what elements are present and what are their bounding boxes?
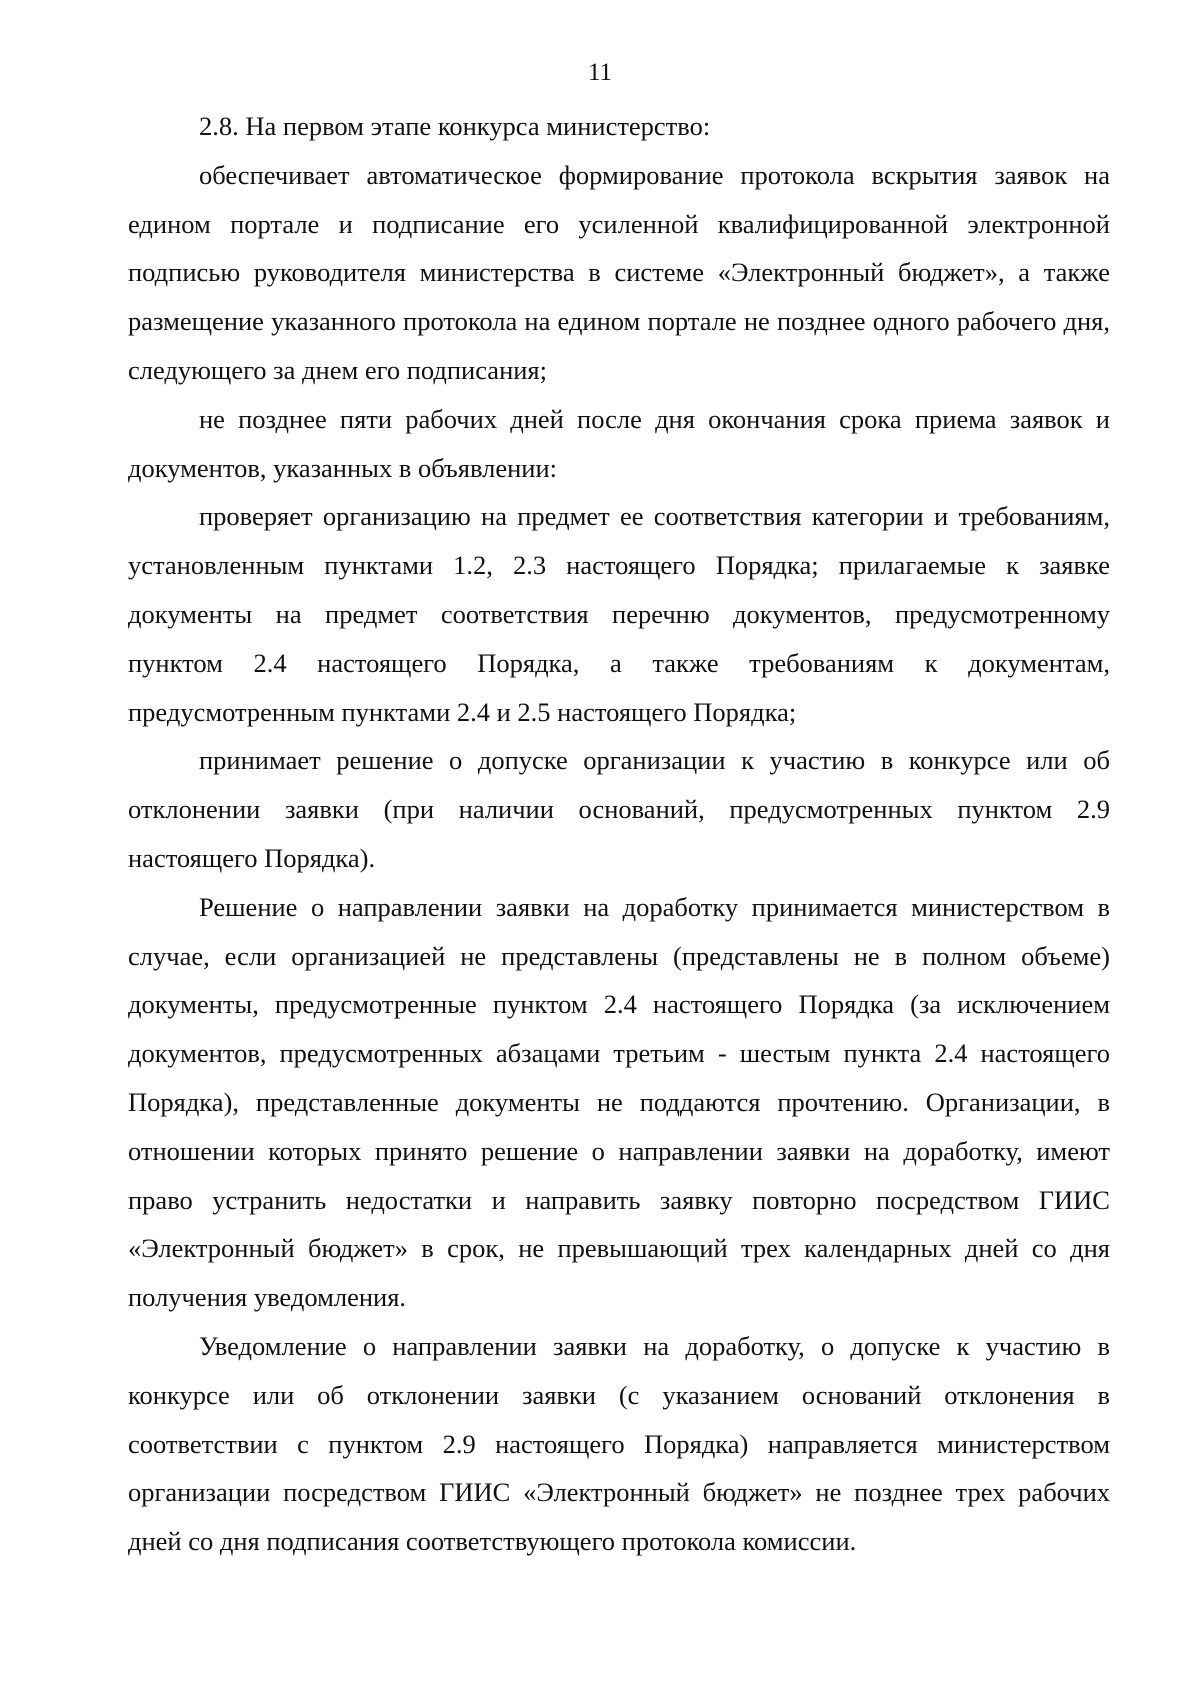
paragraph-checks-organization: проверяет организацию на предмет ее соответствия категории и требованиям, установленным пунктами 1.2, 2.3 настоящего Порядка; прилагаемые к заявке документы на предмет соответствия перечню документов, предусмотренному пунктом 2.4 настоящего Порядка, а также требованиям к документам, предусмотренным пунктами 2.4 и 2.5 настоящего Порядка;: [128, 501, 1110, 727]
paragraph-notification: Уведомление о направлении заявки на доработку, о допуске к участию в конкурсе или об отклонении заявки (с указанием оснований отклонения в соответствии с пунктом 2.9 настоящего Порядка) направляется министерством организации посредством ГИИС «Электронный бюджет» не позднее трех рабочих дней со дня подписания соответствующего протокола комиссии.: [128, 1330, 1110, 1557]
paragraph-five-working-days: не позднее пяти рабочих дней после дня окончания срока приема заявок и документов, указанных в объявлении:: [128, 403, 1110, 483]
paragraph-admission-decision: принимает решение о допуске организации к участию в конкурсе или об отклонении заявки (при наличии оснований, предусмотренных пунктом 2.9 настоящего Порядка).: [128, 745, 1110, 873]
paragraph-protocol-opening: обеспечивает автоматическое формирование протокола вскрытия заявок на едином портале и подписание его усиленной квалифицированной электронной подписью руководителя министерства в системе «Электронный бюджет», а также размещение указанного протокола на едином портале не позднее одного рабочего дня, следующего за днем его подписания;: [128, 159, 1110, 385]
document-body: [128, 102, 1110, 1566]
paragraph-revision-decision: Решение о направлении заявки на доработку принимается министерством в случае, если организацией не представлены (представлены не в полном объеме) документы, предусмотренные пунктом 2.4 настоящего Порядка (за исключением документов, предусмотренных абзацами третьим - шестым пункта 2.4 настоящего Порядка), представленные документы не поддаются прочтению. Организации, в отношении которых принято решение о направлении заявки на доработку, имеют право устранить недостатки и направить заявку повторно посредством ГИИС «Электронный бюджет» в срок, не превышающий трех календарных дней со дня получения уведомления.: [128, 891, 1110, 1313]
paragraph-2-8-heading: 2.8. На первом этапе конкурса министерство:: [199, 111, 711, 141]
page-number: 11: [587, 59, 613, 86]
